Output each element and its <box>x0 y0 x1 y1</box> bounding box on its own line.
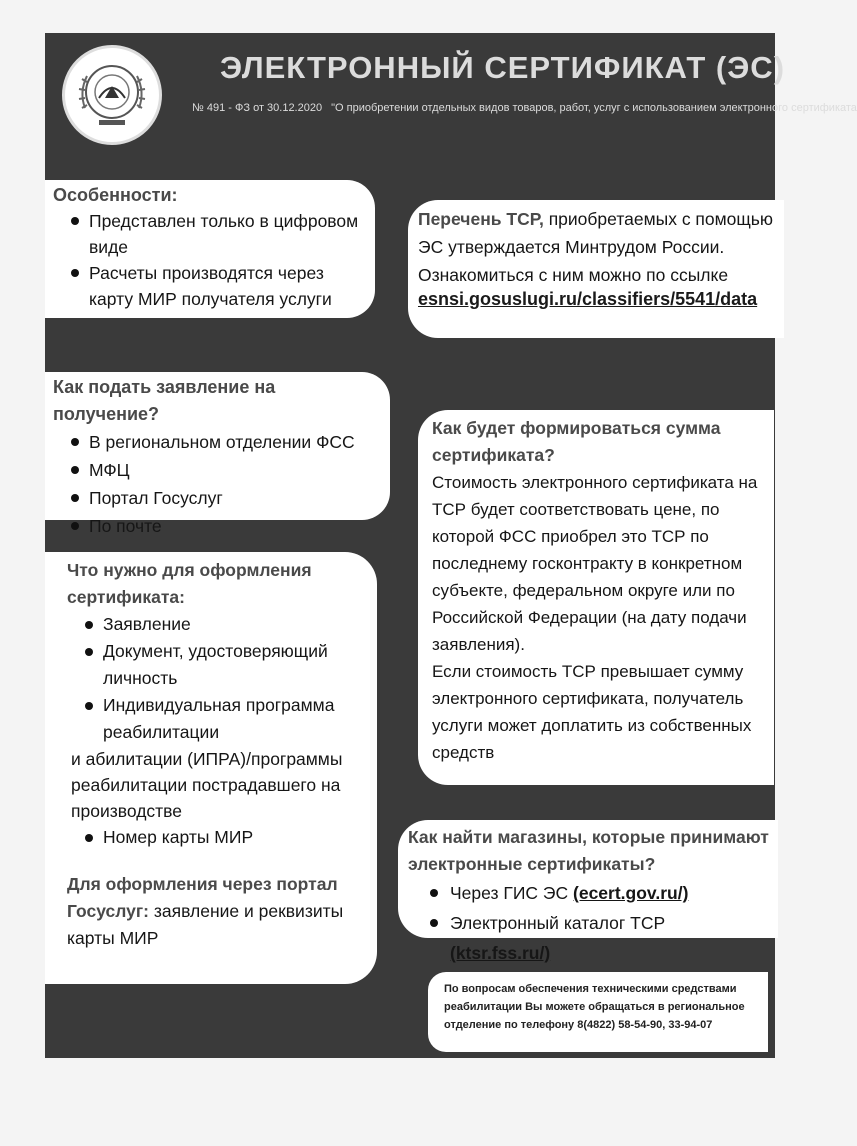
law-number: № 491 <box>192 102 226 114</box>
shops-item-text: Электронный каталог ТСР <box>450 913 666 933</box>
shops-list <box>408 878 770 968</box>
law-reference <box>192 102 857 114</box>
page-title: ЭЛЕКТРОННЫЙ СЕРТИФИКАТ (ЭС) <box>220 50 786 85</box>
features-list <box>53 208 365 312</box>
portal-heading: Для оформления через портал Госуслуг: <box>67 874 338 921</box>
tsr-list-card <box>408 200 784 338</box>
contact-card <box>428 972 768 1052</box>
apply-card <box>45 372 390 536</box>
law-date: - ФЗ от 30.12.2020 <box>228 102 323 114</box>
apply-heading: Как подать заявление на получение? <box>53 377 276 424</box>
shops-card <box>398 820 778 963</box>
requirements-card <box>45 552 377 984</box>
fss-logo <box>62 45 162 145</box>
shops-heading: Как найти магазины, которые принимают электронные сертификаты? <box>408 827 769 874</box>
requirements-list-end <box>67 824 367 851</box>
amount-paragraph-2: Если стоимость ТСР превышает сумму электронного сертификата, получатель услуги может доплатить из собственных средств <box>432 662 752 762</box>
amount-paragraph-1: Стоимость электронного сертификата на ТСР будет соответствовать цене, по которой ФСС приобрел это ТСР по последнему госконтракту в конкретном субъекте, федеральном округе или по Российской Федерации (на дату подачи заявления). <box>432 473 758 654</box>
law-title: "О приобретении отдельных видов товаров, работ, услуг с использованием электронного сертификата <box>331 102 857 114</box>
list-item <box>408 878 770 908</box>
list-item: По почте <box>53 512 380 540</box>
portal-text: заявление и реквизиты карты МИР <box>67 901 344 948</box>
list-item: Индивидуальная программа реабилитации <box>67 692 367 746</box>
ktsr-link[interactable]: (ktsr.fss.ru/) <box>450 943 551 963</box>
apply-list <box>53 428 380 540</box>
requirements-heading: Что нужно для оформления сертификата: <box>67 560 312 607</box>
tsr-list-lead: Перечень ТСР, <box>418 209 544 229</box>
tsr-list-body: приобретаемых с помощью ЭС утверждается Минтрудом России. Ознакомиться с ним можно по ссылке <box>418 209 774 285</box>
list-item: МФЦ <box>53 456 380 484</box>
list-item: Портал Госуслуг <box>53 484 380 512</box>
tsr-list-text <box>418 205 776 289</box>
list-item: Номер карты МИР <box>67 824 367 851</box>
contact-text: По вопросам обеспечения техническими средствами реабилитации Вы можете обращаться в региональное отделение по телефону 8(4822) 58-54-90, 33-94-07 <box>444 983 745 1031</box>
spacer <box>67 851 367 871</box>
list-item: Расчеты производятся через карту МИР получателя услуги <box>53 260 365 312</box>
requirements-continuation: и абилитации (ИПРА)/программы реабилитации пострадавшего на производстве <box>71 749 343 821</box>
amount-card <box>418 410 774 785</box>
amount-heading: Как будет формироваться сумма сертификата? <box>432 418 721 465</box>
ecert-link[interactable]: (ecert.gov.ru/) <box>573 883 689 903</box>
features-card <box>45 180 375 318</box>
portal-note <box>67 871 367 951</box>
tsr-classifier-link[interactable]: esnsi.gosuslugi.ru/classifiers/5541/data <box>418 289 758 309</box>
list-item: Документ, удостоверяющий личность <box>67 638 367 692</box>
list-item <box>408 908 770 968</box>
list-item: Представлен только в цифровом виде <box>53 208 365 260</box>
list-item: Заявление <box>67 611 367 638</box>
shops-item-text: Через ГИС ЭС <box>450 883 569 903</box>
emblem-icon <box>65 48 159 142</box>
features-heading: Особенности: <box>53 185 178 205</box>
list-item: В региональном отделении ФСС <box>53 428 380 456</box>
requirements-list <box>67 611 367 746</box>
